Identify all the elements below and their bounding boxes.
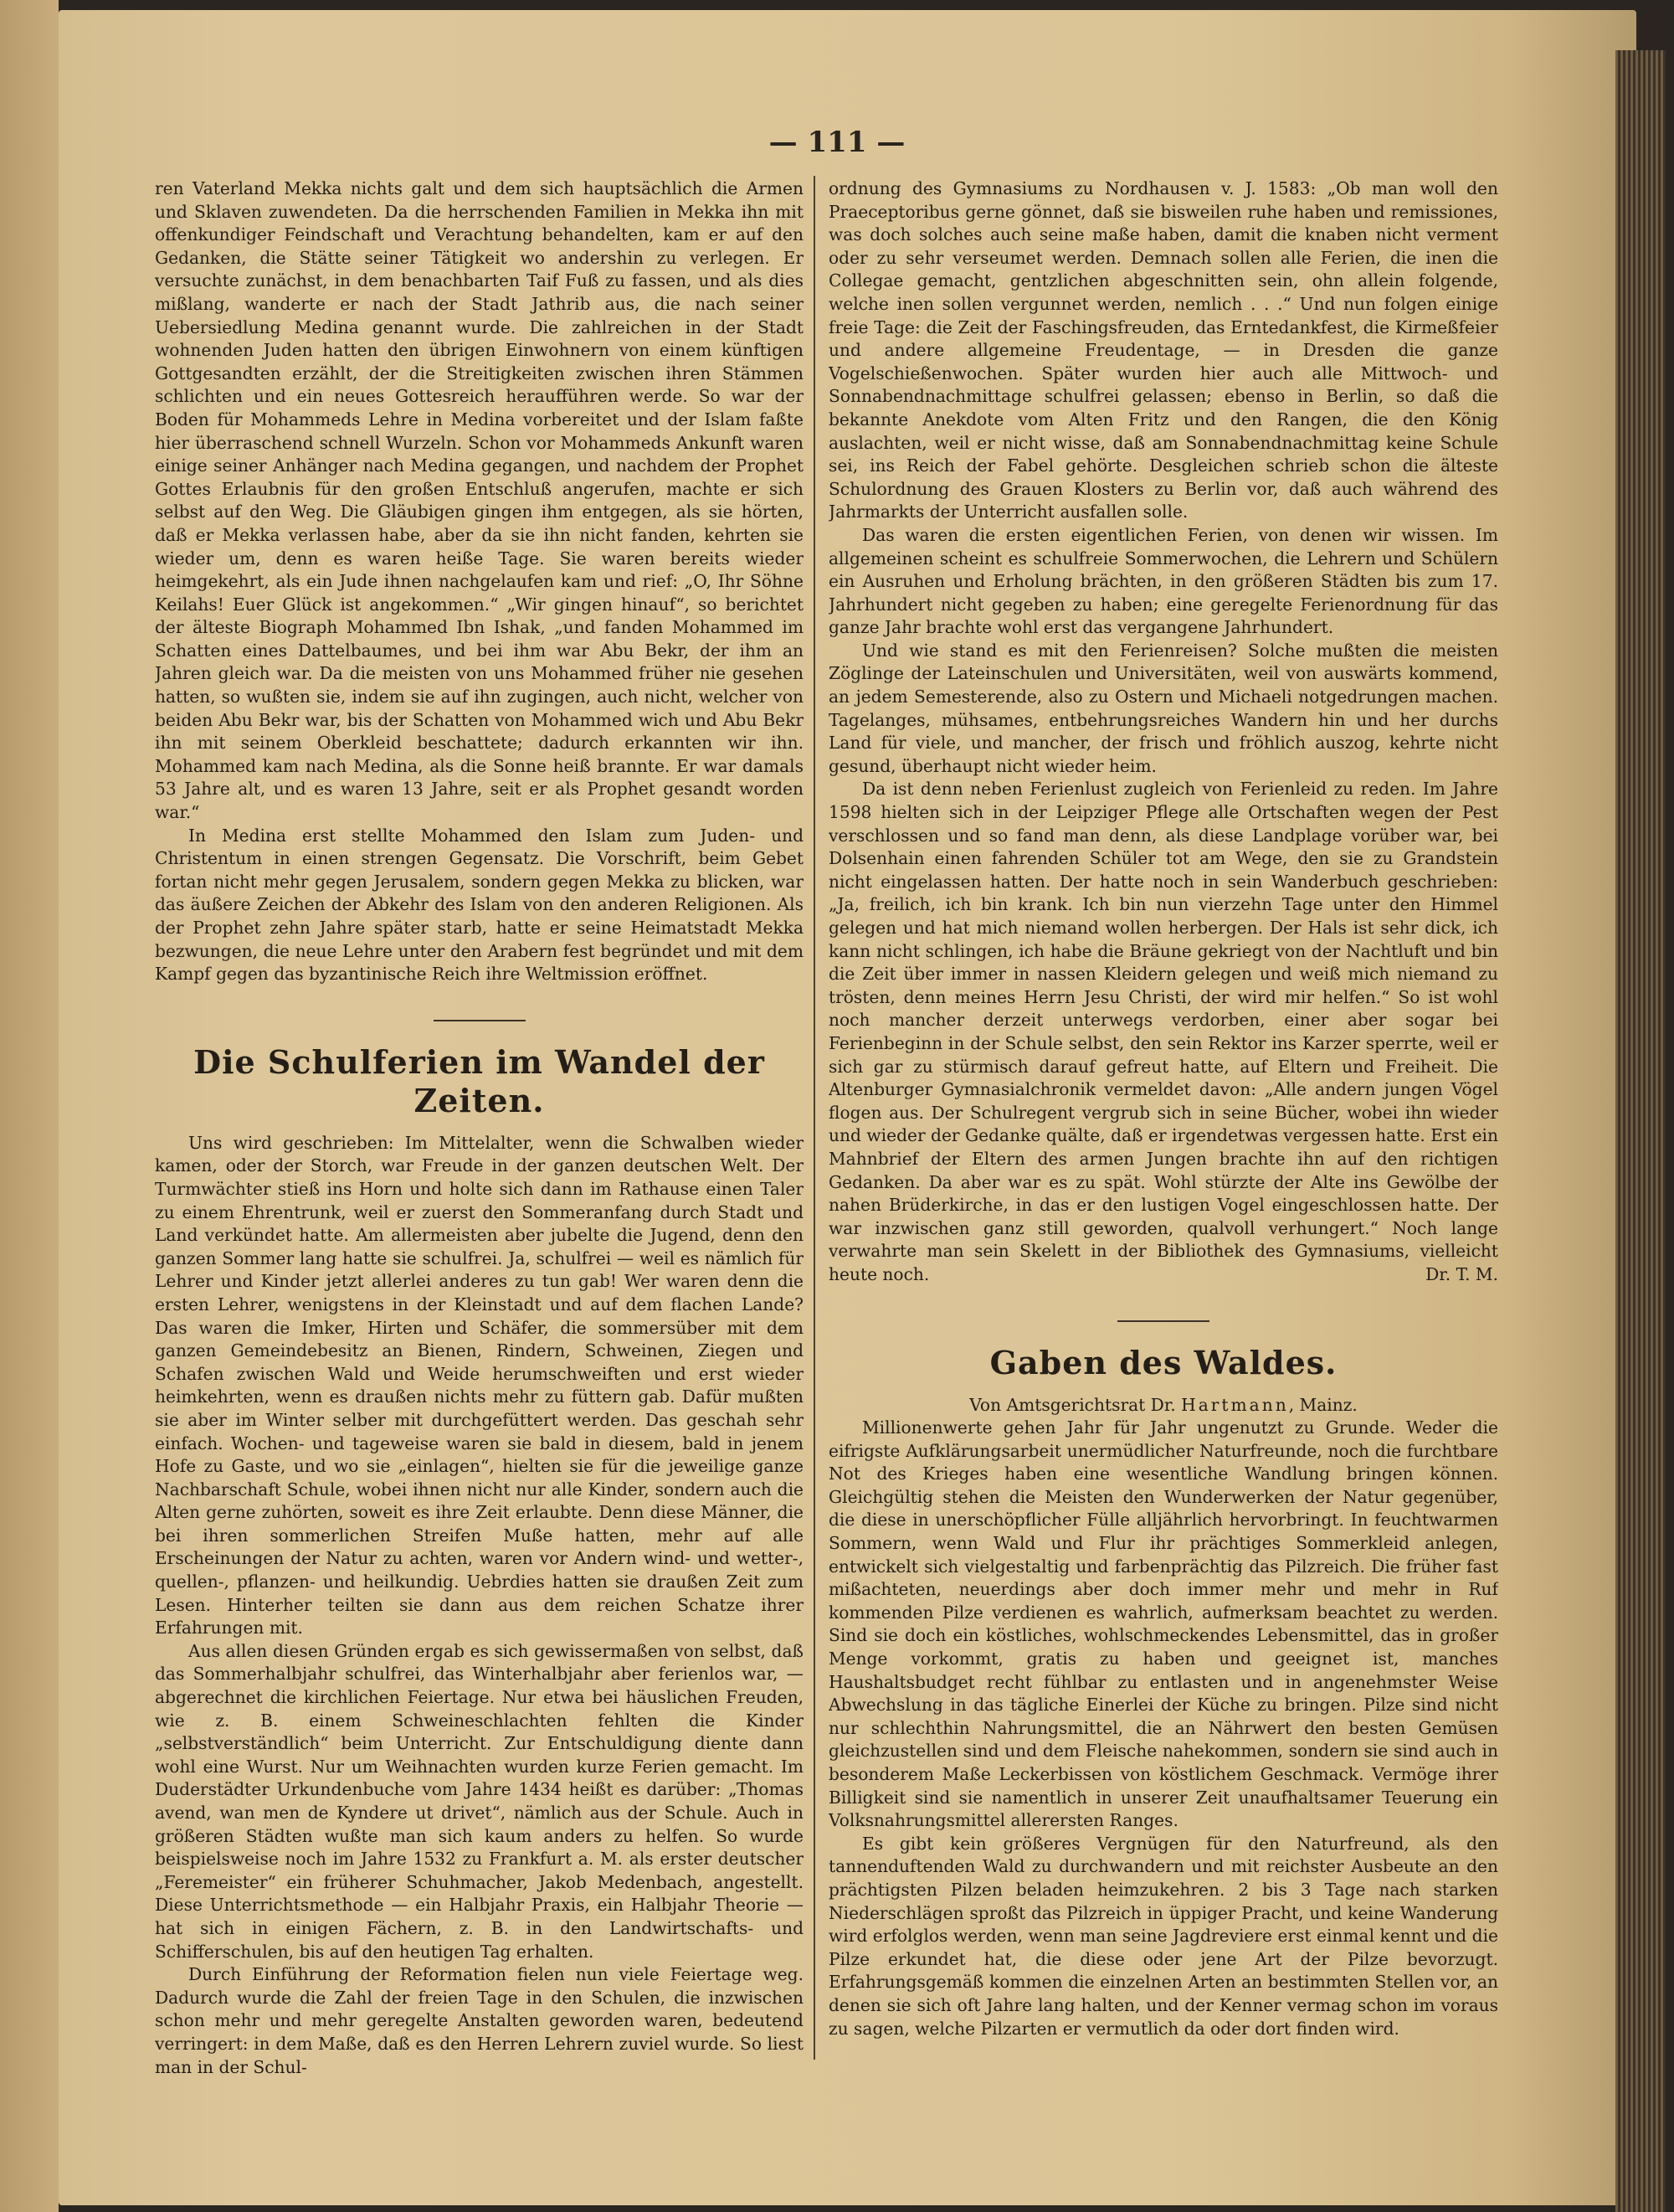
article-paragraph: Uns wird geschrieben: Im Mittelalter, wenn die Schwalben wieder kamen, oder der Storch, war Freude in der ganzen deutschen Welt. Der Turmwächter stieß ins Horn und holte sich dann im Rathause einen Taler zu einem Ehrentrunk, weil er zuerst den Sommeranfang durch Stadt und Land verkündet hatte. Am allermeisten aber jubelte die Jugend, denn den ganzen Sommer lang hatte sie schulfrei. Ja, schulfrei — weil es nämlich für Lehrer und Kinder jetzt allerlei anderes zu tun gab! Wer waren denn die ersten Lehrer, wenigstens in der Kleinstadt und auf dem flachen Lande? Das waren die Imker, Hirten und Schäfer, die sommersüber mit dem ganzen Gemeindebesitz an Bienen, Rindern, Schweinen, Ziegen und Schafen zwischen Wald und Weide herumschweiften und erst wieder heimkehrten, wenn es draußen nichts mehr zu füttern gab. Dafür mußten sie aber im Winter selber mit durchgefüttert werden. Das geschah sehr einfach. Wochen- und tageweise waren sie bald in diesem, bald in jenem Hofe zu Gaste, und wo sie „einlagen“, hielten sie für die jeweilige ganze Nachbarschaft Schule, wobei ihnen nicht nur alle Kinder, sondern auch die Alten gerne zuhörten, soweit es ihre Zeit erlaubte. Denn diese Männer, die bei ihren sommerlichen Streifen Muße hatten, mehr auf alle Erscheinungen der Natur zu achten, waren vor Andern wind- und wetter-, quellen-, pflanzen- und heilkundig. Uebrdies hatten sie draußen Zeit zum Lesen. Hinterher teilten sie dann aus dem reichen Schatze ihrer Erfahrungen mit.	[155, 1132, 804, 1638]
article-paragraph: ordnung des Gymnasiums zu Nordhausen v. J. 1583: „Ob man woll den Praeceptoribus gerne gönnet, daß sie bisweilen ruhe haben und remissiones, was doch solches auch seine maße haben, damit die knaben nicht verment oder zu sehr verseumet werden. Demnach sollen alle Ferien, die inen die Collegae gemacht, gentzlichen abgeschnitten sein, ohn allein folgende, welche inen sollen vergunnet werden, nemlich . . .“ Und nun folgen einige freie Tage: die Zeit der Faschingsfreuden, das Erntedankfest, die Kirmeßfeier und andere allgemeine Freudentage, — in Dresden die ganze Vogelschießenwochen. Später wurden hier auch alle Mittwoch- und Sonnabendnachmittage schulfrei gelassen; ebenso in Berlin, so daß die bekannte Anekdote vom Alten Fritz und den Rangen, die den König auslachten, weil er nicht wisse, daß am Sonnabendnachmittag keine Schule sei, ins Reich der Fabel gehörte. Desgleichen schrieb schon die älteste Schulordnung des Grauen Klosters zu Berlin vor, daß auch während des Jahrmarkts der Unterricht ausfallen solle.	[829, 178, 1498, 522]
article-paragraph: Millionenwerte gehen Jahr für Jahr ungenutzt zu Grunde. Weder die eifrigste Aufklärungsarbeit unermüdlicher Naturfreunde, noch die furchtbare Not des Krieges haben eine wesentliche Wandlung bringen können. Gleichgültig stehen die Meisten den Wunderwerken der Natur gegenüber, die diese in unerschöpflicher Fülle alljährlich hervorbringt. In feuchtwarmen Sommern, wenn Wald und Flur ihr prächtiges Sommerkleid anlegen, entwickelt sich vielgestaltig und farbenprächtig das Pilzreich. Die früher fast mißachteten, neuerdings aber doch immer mehr und mehr in Ruf kommenden Pilze verdienen es wahrlich, aufmerksam beachtet zu werden. Sind sie doch ein köstliches, wohlschmeckendes Lebensmittel, das in großer Menge vorkommt, gratis zu haben und geeignet ist, manches Haushaltsbudget recht fühlbar zu entlasten und in angenehmster Weise Abwechslung in das tägliche Einerlei der Küche zu bringen. Pilze sind nicht nur schlechthin Nahrungsmittel, die an Nährwert den besten Gemüsen gleichzustellen sind und dem Fleische nahekommen, sondern sie sind auch in besonderem Maße Leckerbissen von köstlichem Geschmack. Vermöge ihrer Billigkeit sind sie namentlich in unserer Zeit unaufhaltsamer Teuerung ein Volksnahrungsmittel allerersten Ranges.	[829, 1417, 1498, 1831]
facing-page-edge	[0, 0, 59, 2212]
article-paragraph: Es gibt kein größeres Vergnügen für den Naturfreund, als den tannenduftenden Wald zu durchwandern und mit reichster Ausbeute an den prächtigsten Pilzen beladen heimzukehren. 2 bis 3 Tage nach starken Niederschlägen sproßt das Pilzreich in üppiger Pracht, und keine Wanderung wird erfolglos werden, wenn man seine Jagdreviere erst einmal kennt und die Pilze erkundet hat, die diese oder jene Art der Pilze bevorzugt. Erfahrungsgemäß kommen die einzelnen Arten an bestimmten Stellen vor, an denen sie sich oft Jahre lang halten, und der Kenner vermag schon im voraus zu sagen, welche Pilzarten er vermutlich da oder dort finden wird.	[829, 1833, 1498, 2039]
article-paragraph: Und wie stand es mit den Ferienreisen? Solche mußten die meisten Zöglinge der Lateinschulen und Universitäten, weil von auswärts kommend, an jedem Semesterende, also zu Ostern und Michaeli notgedrungen machen. Tagelanges, mühsames, entbehrungsreiches Wandern hin und her durchs Land für viele, und mancher, der frisch und fröhlich auszog, kehrte nicht gesund, überhaupt nicht wieder heim.	[829, 640, 1498, 776]
book-page-edges	[1615, 50, 1666, 2212]
byline-author: Hartmann	[1181, 1394, 1289, 1415]
section-separator	[1117, 1320, 1209, 1322]
byline-suffix: , Mainz.	[1288, 1394, 1358, 1415]
article-headline: Die Schulferien im Wandel der Zeiten.	[193, 1042, 765, 1119]
article-paragraph-text: Da ist denn neben Ferienlust zugleich von Ferienleid zu reden. Im Jahre 1598 hielten sich in der Leipziger Pflege alle Ortschaften wegen der Pest verschlossen und so fand man denn, als diese Landplage vorüber war, bei Dolsenhain einen fahrenden Schüler tot am Wege, den sie zu Grandstein nicht eingelassen hatten. Der hatte noch in sein Wanderbuch geschrieben: „Ja, freilich, ich bin krank. Ich bin nun vierzehn Tage unter den Himmel gelegen und hat mich niemand wollen herbergen. Der Hals ist sehr dick, ich kann nicht schlingen, ich habe die Bräune gekriegt von der Nachtluft und bin die Zeit über immer in nassen Kleidern gelegen und weiß mich niemand zu trösten, denn meines Herrn Jesu Christi, der wird mir helfen.“ So ist wohl noch mancher derzeit unterwegs verdorben, einer aber sogar bei Ferienbeginn in der Schule selbst, den sein Rektor ins Karzer sperrte, weil er sich gar zu stürmisch darauf gefreut hatte, auf Eltern und Freiheit. Die Altenburger Gymnasialchronik vermeldet davon: „Alle andern jungen Vögel flogen aus. Der Schulregent vergrub sich in seine Bücher, wobei ihn wieder und wieder der Gedanke quälte, daß er irgendetwas vergessen hatte. Erst ein Mahnbrief der Eltern des armen Jungen brachte ihn auf den richtigen Gedanken. Da aber war es zu spät. Wohl stürzte der Alte ins Gewölbe der nahen Brüderkirche, in das er den lustigen Vogel eingeschlossen hatte. Der war inzwischen ganz still geworden, qualvoll verhungert.“ Noch lange verwahrte man sein Skelett in der Bibliothek des Gymnasiums, vielleicht heute noch.	[829, 779, 1498, 1284]
column-divider	[814, 176, 815, 2060]
left-column	[155, 177, 804, 2145]
right-column	[829, 177, 1498, 2128]
article-paragraph: Durch Einführung der Reformation fielen nun viele Feiertage weg. Dadurch wurde die Zahl der freien Tage in den Schulen, die inzwischen schon mehr und mehr geregelte Anstalten geworden waren, bedeutend verringert: in dem Maße, daß es den Herren Lehrern zuviel wurde. So liest man in der Schul-	[155, 1964, 804, 2077]
article-paragraph: Aus allen diesen Gründen ergab es sich gewissermaßen von selbst, daß das Sommerhalbjahr schulfrei, das Winterhalbjahr aber ferienlos war, — abgerechnet die kirchlichen Feiertage. Nur etwa bei häuslichen Freuden, wie z. B. einem Schweineschlachten fehlten die Kinder „selbstverständlich“ beim Unterricht. Zur Entschuldigung diente dann wohl eine Wurst. Nur um Weihnachten wurden kurze Ferien gemacht. Im Duderstädter Urkundenbuche vom Jahre 1434 heißt es darüber: „Thomas avend, wan men de Kyndere ut drivet“, nämlich aus der Schule. Auch in größeren Städten wußte man sich kaum anders zu helfen. So wurde beispielsweise noch im Jahre 1532 zu Frankfurt a. M. als erster deutscher „Feremeister“ ein früherer Schuhmacher, Jakob Medenbach, angestellt. Diese Unterrichtsmethode — ein Halbjahr Praxis, ein Halbjahr Theorie — hat sich in einigen Fächern, z. B. in den Landwirtschafts- und Schifferschulen, bis auf den heutigen Tag erhalten.	[155, 1640, 804, 1962]
article-headline: Gaben des Waldes.	[989, 1343, 1338, 1381]
byline-prefix: Von Amtsgerichtsrat Dr.	[969, 1394, 1176, 1415]
article-paragraph	[829, 778, 1498, 1286]
article-byline	[829, 1394, 1498, 1417]
section-separator	[434, 1020, 526, 1021]
article-paragraph: Das waren die ersten eigentlichen Ferien, von denen wir wissen. Im allgemeinen scheint es schulfreie Sommerwochen, die Lehrern und Schülern ein Ausruhen und Erholung brächten, in den größeren Städten bis zum 17. Jahrhundert nicht gegeben zu haben; eine geregelte Ferienordnung für das ganze Jahr brachte wohl erst das vergangene Jahrhundert.	[829, 524, 1498, 638]
article-continuation-paragraph: ren Vaterland Mekka nichts galt und dem sich hauptsächlich die Armen und Sklaven zuwendeten. Da die herrschenden Familien in Mekka ihn mit offenkundiger Feindschaft und Verachtung behandelten, kam er auf den Gedanken, die Stätte seiner Tätigkeit wo andershin zu verlegen. Er versuchte zunächst, in dem benachbarten Taif Fuß zu fassen, und als dies mißlang, wanderte er nach der Stadt Jathrib aus, die nach seiner Uebersiedlung Medina genannt wurde. Die zahlreichen in der Stadt wohnenden Juden hatten den übrigen Einwohnern von einem künftigen Gottgesandten erzählt, der die Streitigkeiten zwischen ihren Stämmen schlichten und ein neues Gottesreich heraufführen werde. So war der Boden für Mohammeds Lehre in Medina vorbereitet und der Islam faßte hier überraschend schnell Wurzeln. Schon vor Mohammeds Ankunft waren einige seiner Anhänger nach Medina gegangen, und nachdem der Prophet Gottes Erlaubnis für den großen Entschluß angerufen, machte er sich selbst auf den Weg. Die Gläubigen gingen ihm entgegen, als sie hörten, daß er Mekka verlassen habe, aber da sie ihn nicht fanden, kehrten sie wieder um, denn es waren heiße Tage. Sie waren bereits wieder heimgekehrt, als ein Jude ihnen nachgelaufen kam und rief: „O, Ihr Söhne Keilahs! Euer Glück ist angekommen.“ „Wir gingen hinauf“, so berichtet der älteste Biograph Mohammed Ibn Ishak, „und fanden Mohammed im Schatten eines Dattelbaumes, und bei ihm war Abu Bekr, der ihm an Jahren gleich war. Da die meisten von uns Mohammed früher nie gesehen hatten, so wußten sie, indem sie auf ihn zugingen, auch nicht, welcher von beiden Abu Bekr war, bis der Schatten von Mohammed wich und Abu Bekr ihn mit seinem Oberkleid beschattete; dadurch erkannten wir ihn. Mohammed kam nach Medina, als die Sonne heiß brannte. Er war damals 53 Jahre alt, und es waren 13 Jahre, seit er als Prophet gesandt worden war.“	[155, 178, 804, 823]
article-continuation-paragraph: In Medina erst stellte Mohammed den Islam zum Juden- und Christentum in einen strengen Gegensatz. Die Vorschrift, beim Gebet fortan nicht mehr gegen Jerusalem, sondern gegen Mekka zu blicken, war das äußere Zeichen der Abkehr des Islam von den anderen Religionen. Als der Prophet zehn Jahre später starb, hatte er seine Heimatstadt Mekka bezwungen, die neue Lehre unter den Arabern fest begründet und mit dem Kampf gegen das byzantinische Reich ihre Weltmission eröffnet.	[155, 825, 804, 985]
article-signature: Dr. T. M.	[1425, 1263, 1498, 1284]
page-number: — 111 —	[768, 126, 906, 159]
